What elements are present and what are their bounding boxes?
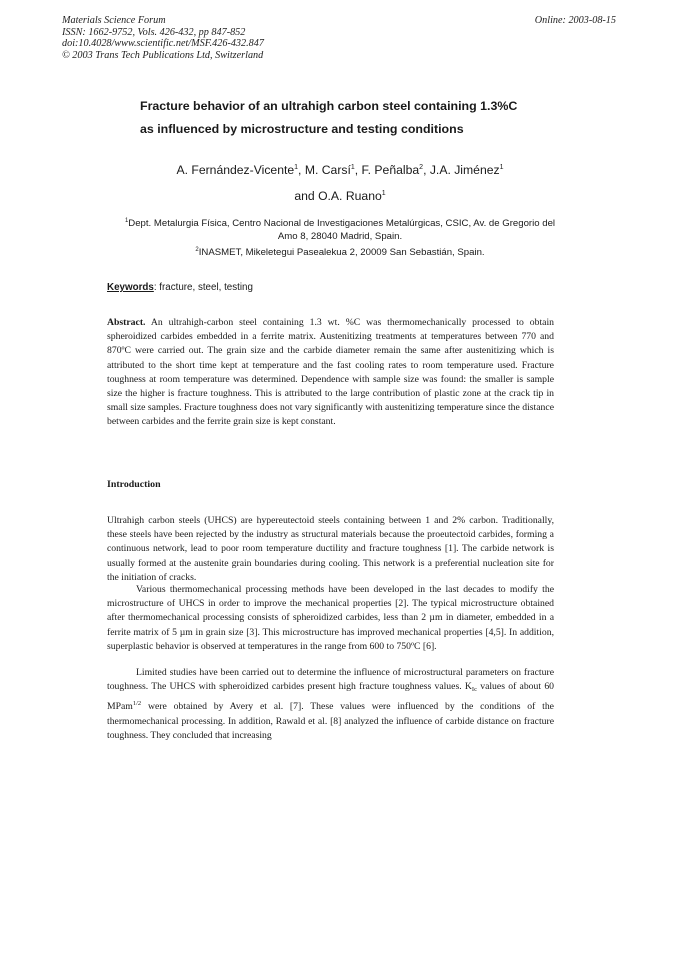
affiliation-2 xyxy=(120,244,560,259)
keywords-separator: : xyxy=(153,282,157,293)
superscript: 1/2 xyxy=(132,700,142,708)
paper-title xyxy=(140,95,600,141)
paragraph-text: values of about 60 MPam xyxy=(107,681,555,713)
paragraph-text: Limited studies have been carried out to determine the influence of microstructural parameters on fracture toughness. The UHCS with spheroidized carbides present high fracture toughness values. K xyxy=(107,667,554,693)
author-name: , M. Carsí xyxy=(298,163,351,177)
affiliation-text: Dept. Metalurgia Física, Centro Nacional de Investigaciones Metalúrgicas, CSIC, Av. de Gregorio del Amo 8, 28040 Madrid, Spain. xyxy=(128,218,556,242)
title-line-2: as influenced by microstructure and testing conditions xyxy=(140,122,464,136)
abstract xyxy=(107,316,554,430)
author-name: and O.A. Ruano xyxy=(294,189,382,203)
title-line-1: Fracture behavior of an ultrahigh carbon steel containing 1.3%C xyxy=(140,99,518,113)
keywords xyxy=(107,282,253,293)
author-affil-mark: 1 xyxy=(381,190,386,197)
online-date: Online: 2003-08-15 xyxy=(534,15,616,26)
abstract-text: An ultrahigh-carbon steel containing 1.3 wt. %C was thermomechanically processed to obtain spheroidized carbides embedded in a ferrite matrix. Austenitizing treatments at temperatures between 770 and 870ºC were carried out. The grain size and the carbide diameter remain the same after austenitizing which is attributed to the short time kept at temperature and the fast cooling rates to room temperature used. Fracture toughness at room temperature was determined. Dependence with sample size was found: the smaller is sample size the higher is fracture toughness. This is attributed to the large contribution of plastic zone at the crack tip in small size samples. Fracture toughness does not vary significantly with austenitizing temperature since the distance between carbides and the ferrite grain size is kept constant. xyxy=(107,317,554,428)
author-list xyxy=(100,156,580,208)
keywords-label: Keywords xyxy=(107,282,154,293)
authors-line-1 xyxy=(100,156,580,182)
journal-name: Materials Science Forum xyxy=(62,15,166,26)
author-affil-mark: 1 xyxy=(294,164,299,171)
journal-header xyxy=(62,15,264,61)
intro-paragraph-1: Ultrahigh carbon steels (UHCS) are hypereutectoid steels containing between 1 and 2% carbon. Traditionally, these steels have been rejected by the industry as structural materials because the proeutectoid carbides, forming a continuous network, lead to poor room temperature ductility and fracture toughness [1]. The carbide network is usually formed at the austenite grain boundaries during cooling. This network is a preferential nucleation site for the initiation of cracks. xyxy=(107,515,554,583)
author-affil-mark: 2 xyxy=(419,164,424,171)
affiliation-1 xyxy=(120,215,560,243)
section-heading-introduction: Introduction xyxy=(107,479,161,490)
affiliation-mark: 1 xyxy=(124,218,129,224)
author-name: , J.A. Jiménez xyxy=(423,163,500,177)
authors-line-2 xyxy=(100,182,580,208)
issn-line: ISSN: 1662-9752, Vols. 426-432, pp 847-852 xyxy=(62,26,246,38)
intro-paragraph-2: Various thermomechanical processing methods have been developed in the last decades to modify the microstructure of UHCS in order to improve the mechanical properties [2]. The typical microstructure obtained after thermomechanical processing consists of spheroidized carbides, less than 2 µm in diameter, embedded in a ferrite matrix of 5 µm in grain size [3]. This microstructure has improved mechanical properties [4,5]. In addition, superplastic behavior is observed at temperatures in the range from 600 to 750ºC [6]. xyxy=(107,584,554,652)
doi-line: doi:10.4028/www.scientific.net/MSF.426-432.847 xyxy=(62,38,264,50)
author-name: , F. Peñalba xyxy=(354,163,420,177)
abstract-label: Abstract. xyxy=(107,317,146,328)
affiliation-mark: 2 xyxy=(195,247,199,253)
intro-paragraph-3 xyxy=(107,666,554,743)
affiliation-text: INASMET, Mikeletegui Pasealekua 2, 20009 San Sebastián, Spain. xyxy=(198,247,485,258)
subscript: Ic xyxy=(471,686,477,694)
author-affil-mark: 1 xyxy=(350,164,355,171)
keywords-text: fracture, steel, testing xyxy=(156,282,253,293)
author-name: A. Fernández-Vicente xyxy=(176,163,295,177)
copyright-line: © 2003 Trans Tech Publications Ltd, Switzerland xyxy=(62,49,264,61)
author-affil-mark: 1 xyxy=(499,164,504,171)
paragraph-text: were obtained by Avery et al. [7]. These values were influenced by the conditions of the thermomechanical processing. In addition, Rawald et al. [8] analyzed the influence of carbide distance on fracture toughness. They concluded that increasing xyxy=(107,701,554,741)
